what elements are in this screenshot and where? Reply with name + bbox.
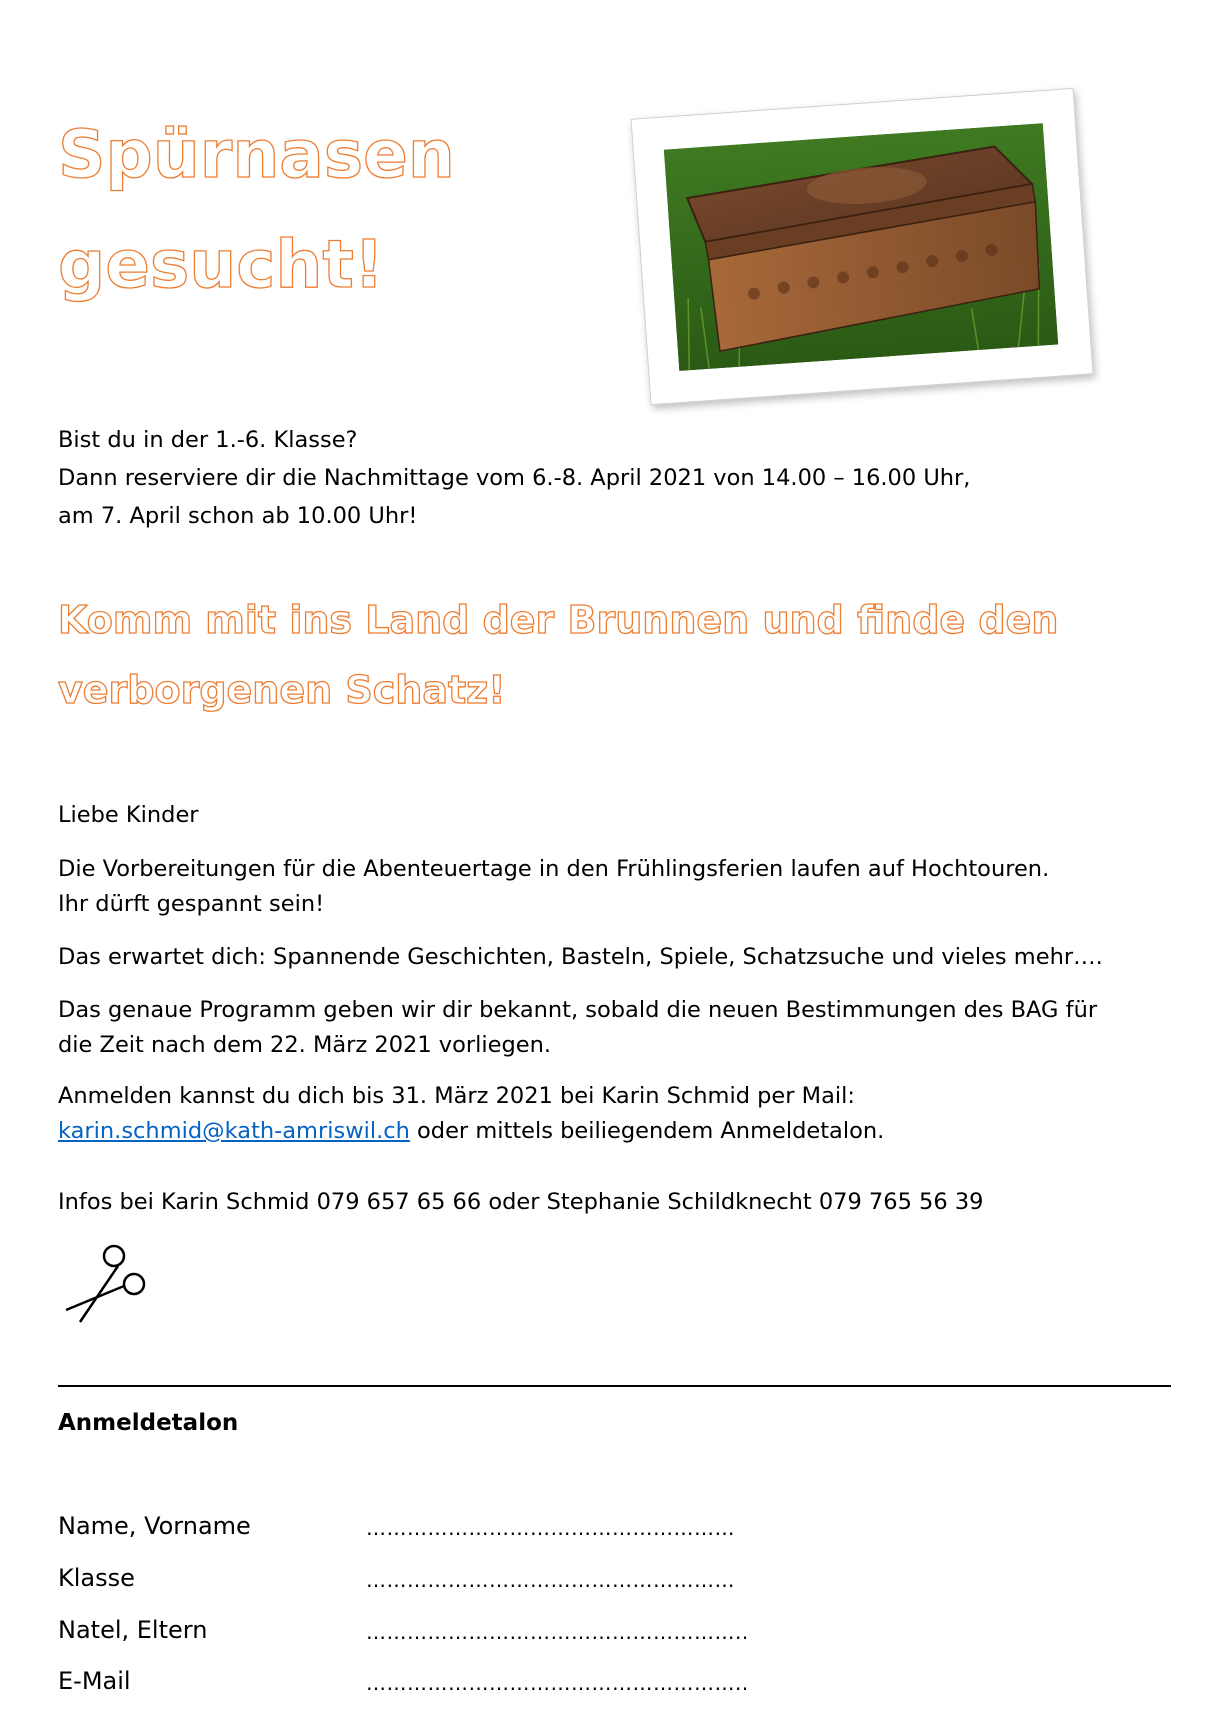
title-line-2: gesucht! xyxy=(58,226,385,303)
paragraph-4-line-1: Anmelden kannst du dich bis 31. März 2021 bei Karin Schmid per Mail: xyxy=(58,1083,855,1109)
paragraph-4-rest: oder mittels beiliegendem Anmeldetalon. xyxy=(409,1118,885,1144)
intro-line-3: am 7. April schon ab 10.00 Uhr! xyxy=(58,503,418,529)
paragraph-3-line-2: die Zeit nach dem 22. März 2021 vorliegen. xyxy=(58,1032,552,1058)
form-label-name: Name, Vorname xyxy=(58,1512,251,1540)
paragraph-4-line-2 xyxy=(58,1118,884,1144)
form-label-phone: Natel, Eltern xyxy=(58,1616,208,1644)
form-label-email: E-Mail xyxy=(58,1667,131,1695)
infos-line: Infos bei Karin Schmid 079 657 65 66 oder Stephanie Schildknecht 079 765 56 39 xyxy=(58,1189,984,1215)
paragraph-2: Das erwartet dich: Spannende Geschichten, Basteln, Spiele, Schatzsuche und vieles mehr…. xyxy=(58,944,1103,970)
cut-line xyxy=(58,1385,1171,1387)
slogan-line-1: Komm mit ins Land der Brunnen und finde den xyxy=(58,598,1059,642)
form-field-name[interactable]: ……………………………………………… xyxy=(366,1516,735,1540)
paragraph-1-line-2: Ihr dürft gespannt sein! xyxy=(58,891,325,917)
form-label-class: Klasse xyxy=(58,1564,135,1592)
treasure-box-image xyxy=(664,123,1059,371)
intro-line-1: Bist du in der 1.-6. Klasse? xyxy=(58,427,358,453)
title-line-1: Spürnasen xyxy=(58,116,455,193)
paragraph-3-line-1: Das genaue Programm geben wir dir bekannt, sobald die neuen Bestimmungen des BAG für xyxy=(58,997,1098,1023)
intro-line-2: Dann reserviere dir die Nachmittage vom 6.-8. April 2021 von 14.00 – 16.00 Uhr, xyxy=(58,465,971,491)
form-heading: Anmeldetalon xyxy=(58,1410,239,1436)
treasure-box-photo xyxy=(631,88,1094,405)
greeting: Liebe Kinder xyxy=(58,802,199,828)
form-field-class[interactable]: ……………………………………………… xyxy=(366,1568,735,1592)
form-field-email[interactable]: ……………………………………………….. xyxy=(366,1671,749,1695)
scissors-icon xyxy=(62,1240,152,1330)
paragraph-1-line-1: Die Vorbereitungen für die Abenteuertage in den Frühlingsferien laufen auf Hochtouren. xyxy=(58,856,1050,882)
form-field-phone[interactable]: ……………………………………………….. xyxy=(366,1620,749,1644)
slogan-line-2: verborgenen Schatz! xyxy=(58,668,506,712)
email-link[interactable]: karin.schmid@kath-amriswil.ch xyxy=(58,1118,410,1144)
